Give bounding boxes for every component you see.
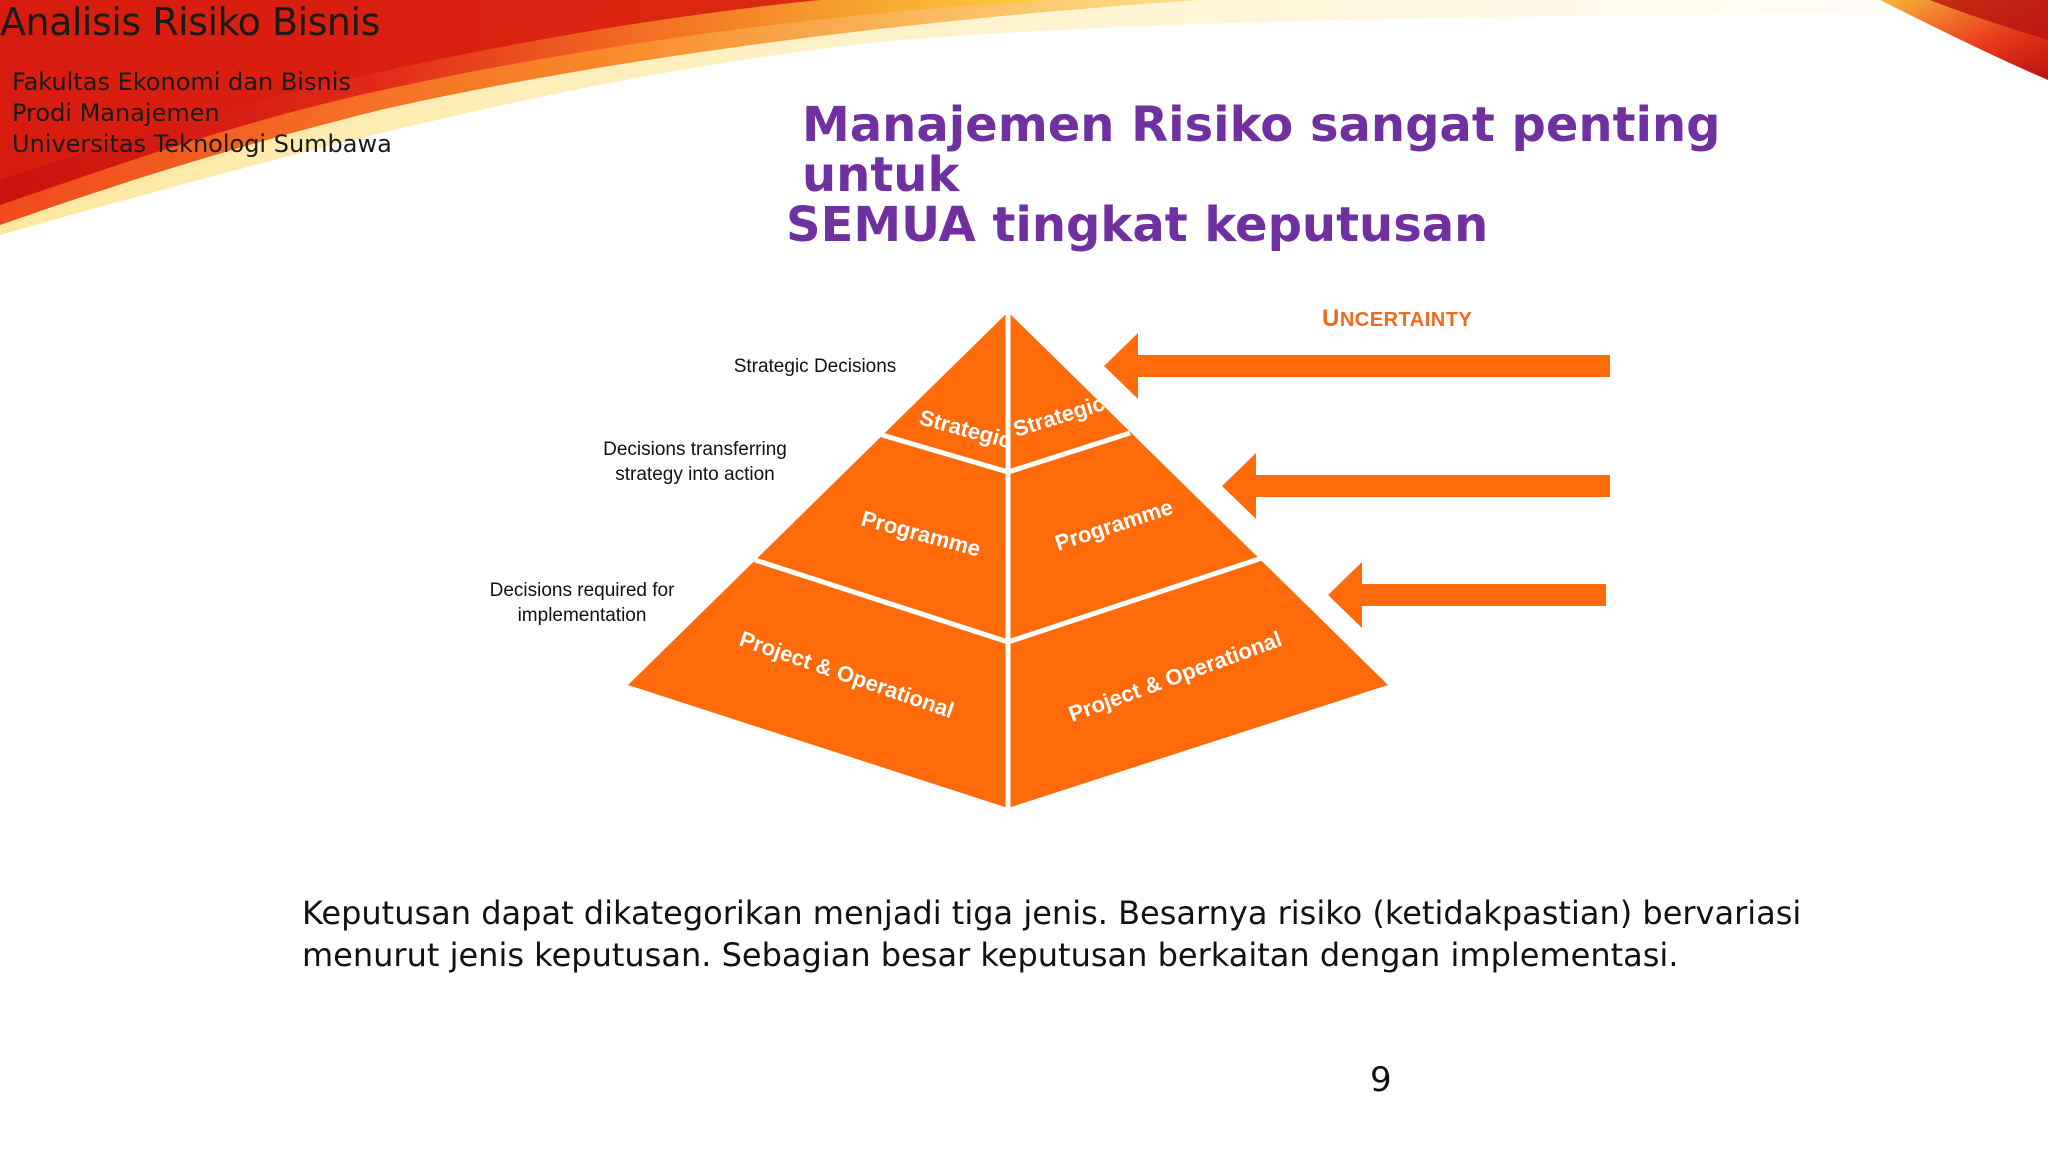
side-label-project-line-2: implementation [517, 605, 647, 626]
uncertainty-label-rest: NCERTAINTY [1339, 309, 1473, 331]
slide-title-line-2: SEMUA tingkat keputusan [786, 197, 1489, 253]
side-label-strategic [715, 354, 915, 379]
tier-label-project-right: Project & Operational [1065, 626, 1286, 727]
pyramid-left-face [628, 312, 1008, 808]
faculty-label: Fakultas Ekonomi dan Bisnis [12, 68, 351, 96]
side-label-programme-line-2: strategy into action [615, 464, 775, 485]
pyramid-right-face [1008, 312, 1388, 808]
course-title: Analisis Risiko Bisnis [0, 0, 380, 44]
side-label-strategic-text: Strategic Decisions [733, 356, 897, 377]
side-label-programme [585, 437, 805, 487]
side-label-programme-line-1: Decisions transferring [603, 439, 787, 460]
uncertainty-arrow-project [1328, 562, 1606, 628]
university-label: Universitas Teknologi Sumbawa [12, 130, 392, 158]
tier-label-strategic-left: Strategic [916, 404, 1015, 454]
slide-title-line-1: Manajemen Risiko sangat penting untuk [802, 97, 1721, 203]
slide-body-text: Keputusan dapat dikategorikan menjadi tiga jenis. Besarnya risiko (ketidakpastian) bervariasi menurut jenis keputusan. Sebagian besar keputusan berkaitan dengan implementasi. [302, 894, 1802, 974]
tier-label-project-left: Project & Operational [736, 626, 958, 723]
tier-label-programme-right: Programme [1051, 494, 1176, 556]
tier-label-programme-left: Programme [858, 505, 984, 562]
uncertainty-label [1322, 305, 1472, 333]
side-label-project-line-1: Decisions required for [489, 580, 675, 601]
uncertainty-arrow-programme [1222, 453, 1610, 519]
page-number: 9 [1370, 1060, 1392, 1100]
side-label-project [472, 578, 692, 628]
uncertainty-label-initial: U [1322, 305, 1340, 332]
uncertainty-arrow-strategic [1104, 333, 1610, 399]
program-label: Prodi Manajemen [12, 99, 220, 127]
tier-label-strategic-right: Strategic [1010, 390, 1108, 442]
